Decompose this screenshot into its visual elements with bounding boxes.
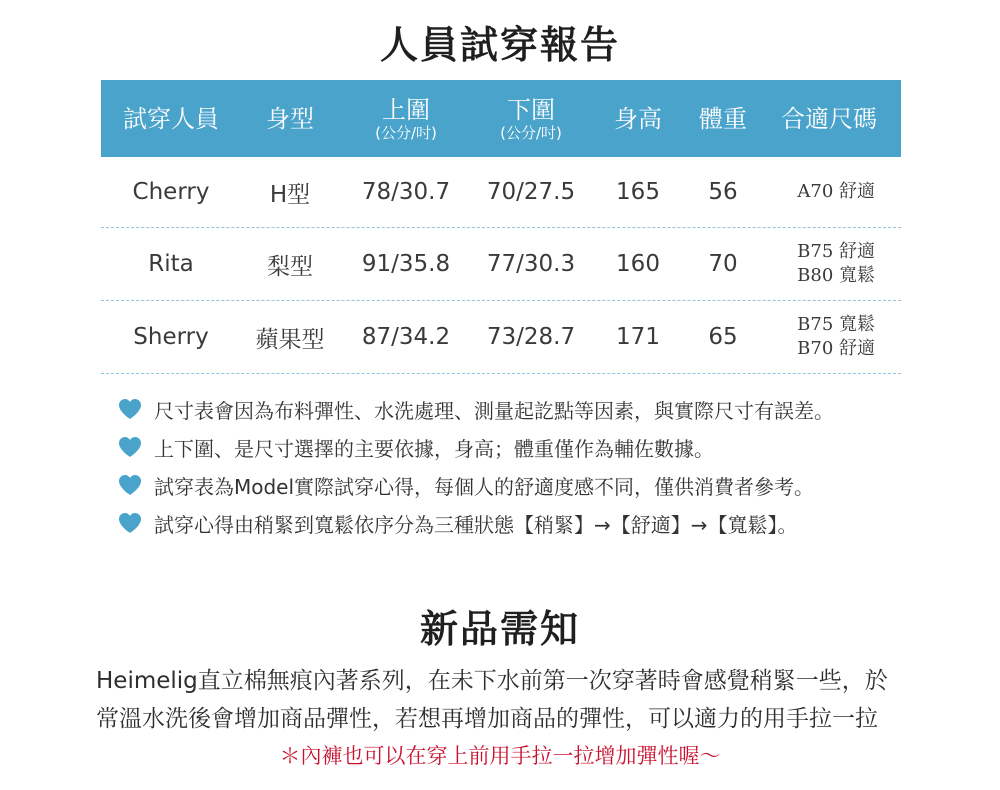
fit-size: A70 舒適 bbox=[797, 181, 875, 202]
heart-icon bbox=[118, 512, 142, 534]
list-item: 上下圍、是尺寸選擇的主要依據，身高；體重僅作為輔佐數據。 bbox=[118, 428, 834, 466]
header-tester: 試穿人員 bbox=[123, 104, 219, 133]
heart-icon bbox=[118, 398, 142, 420]
table-header bbox=[101, 80, 901, 157]
list-item: 尺寸表會因為布料彈性、水洗處理、測量起訖點等因素，與實際尺寸有誤差。 bbox=[118, 390, 834, 428]
header-height: 身高 bbox=[614, 104, 662, 133]
body-shape: H型 bbox=[269, 181, 311, 208]
list-item: 試穿心得由稍緊到寬鬆依序分為三種狀態【稍緊】→【舒適】→【寬鬆】。 bbox=[118, 504, 834, 542]
table-row bbox=[101, 228, 901, 301]
table-row bbox=[101, 301, 901, 374]
fit-size: B75 寬鬆 B70 舒適 bbox=[797, 314, 875, 359]
header-body-shape: 身型 bbox=[266, 104, 314, 133]
upper-girth: 91/35.8 bbox=[361, 251, 451, 277]
page-title: 人員試穿報告 bbox=[379, 22, 620, 67]
heart-icon bbox=[118, 436, 142, 458]
notice-title: 新品需知 bbox=[419, 606, 580, 651]
tester-name: Rita bbox=[148, 251, 194, 277]
notice-paragraph bbox=[96, 662, 888, 738]
tester-name: Sherry bbox=[133, 324, 209, 350]
notice-line-1: Heimelig直立棉無痕內著系列，在未下水前第一次穿著時會感覺稍緊一些，於 bbox=[96, 668, 888, 694]
lower-girth: 77/30.3 bbox=[486, 251, 576, 277]
heart-icon bbox=[118, 474, 142, 496]
notice-warning: ＊內褲也可以在穿上前用手拉一拉增加彈性喔～ bbox=[279, 744, 721, 768]
weight-value: 56 bbox=[708, 179, 738, 205]
body-shape: 梨型 bbox=[267, 253, 313, 280]
table-row bbox=[101, 157, 901, 228]
lower-girth: 73/28.7 bbox=[486, 324, 576, 350]
header-fit-size: 合適尺碼 bbox=[781, 104, 877, 133]
upper-girth: 87/34.2 bbox=[361, 324, 451, 350]
weight-value: 70 bbox=[708, 251, 738, 277]
body-shape: 蘋果型 bbox=[255, 326, 325, 353]
notice-line-2: 常溫水洗後會增加商品彈性，若想再增加商品的彈性，可以適力的用手拉一拉 bbox=[96, 706, 878, 732]
lower-girth: 70/27.5 bbox=[486, 179, 576, 205]
height-value: 171 bbox=[616, 324, 660, 350]
header-weight: 體重 bbox=[699, 104, 747, 133]
notes-list bbox=[118, 390, 834, 542]
height-value: 160 bbox=[616, 251, 660, 277]
header-upper-girth: 上圍 (公分/吋) bbox=[375, 95, 437, 142]
tester-name: Cherry bbox=[132, 179, 210, 205]
list-item: 試穿表為Model實際試穿心得，每個人的舒適度感不同，僅供消費者參考。 bbox=[118, 466, 834, 504]
weight-value: 65 bbox=[708, 324, 738, 350]
height-value: 165 bbox=[616, 179, 660, 205]
header-lower-girth: 下圍 (公分/吋) bbox=[500, 95, 562, 142]
fitting-report-table bbox=[101, 80, 901, 374]
upper-girth: 78/30.7 bbox=[361, 179, 451, 205]
fit-size: B75 舒適 B80 寬鬆 bbox=[797, 241, 875, 286]
